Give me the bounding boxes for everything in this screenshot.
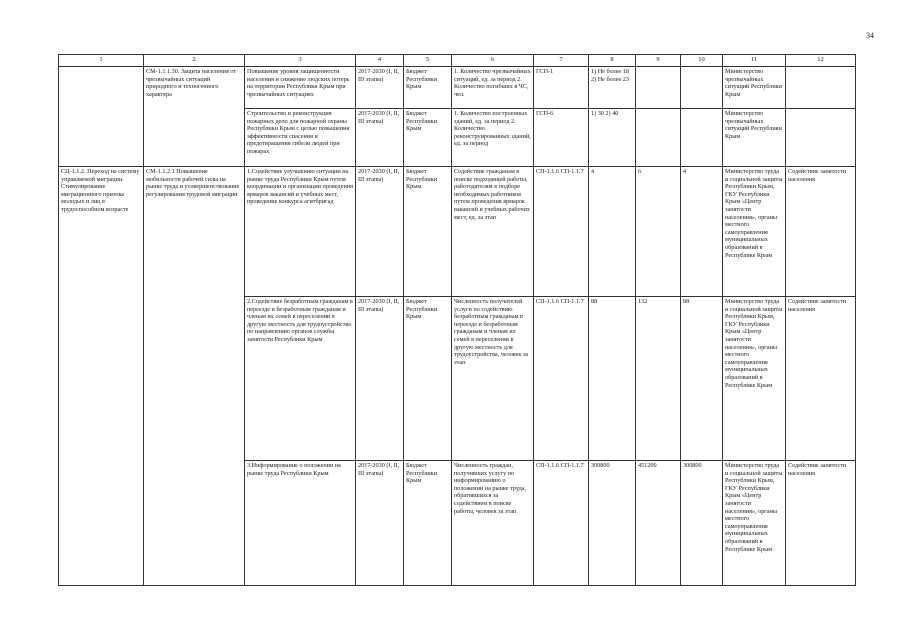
header-cell: 3 — [245, 55, 356, 67]
activity-cell: 2.Содействие безработным гражданам в переезде и безработным гражданам и членам их семей в переселении в другую местность для трудоустройства по направлению органов службы занятости Республики Крым — [245, 297, 356, 461]
note-cell: Содействие занятости населения — [786, 297, 856, 461]
measure-cell: СМ-1.1.1.30. Защита населения от чрезвычайных ситуаций природного и техногенного характера — [144, 67, 245, 167]
executor-cell: Министерство труда и социальной защиты Республики Крым, ГКУ Республики Крым «Центр занятости населения», органы местного самоуправления муниципальных образований в Республике Крым — [723, 297, 786, 461]
value-cell: 1) Не более 18 2) Не более 23 — [589, 67, 636, 109]
code-cell: ГСП-6 — [534, 109, 589, 167]
value-cell: 300800 — [589, 461, 636, 586]
header-cell: 7 — [534, 55, 589, 67]
goal-cell — [59, 67, 144, 167]
period-cell: 2017-2030 (I, II, III этапы) — [356, 67, 404, 109]
source-cell: Бюджет Республики Крым — [404, 109, 452, 167]
code-cell: ГСП-1 — [534, 67, 589, 109]
value-cell — [636, 67, 681, 109]
header-cell: 12 — [786, 55, 856, 67]
header-cell: 1 — [59, 55, 144, 67]
source-cell: Бюджет Республики Крым — [404, 297, 452, 461]
value-cell: 88 — [589, 297, 636, 461]
measure-cell: СМ-1.1.2.1 Повышение мобильности рабочей силы на рынке труда и усовершенствование регулирования трудовой миграции — [144, 167, 245, 586]
note-cell — [786, 109, 856, 167]
value-cell: 4 — [589, 167, 636, 297]
header-cell: 11 — [723, 55, 786, 67]
source-cell: Бюджет Республики Крым — [404, 67, 452, 109]
code-cell: СП-1.1.6 СП-1.1.7 — [534, 167, 589, 297]
code-cell: СП-1.1.6 СП-1.1.7 — [534, 461, 589, 586]
header-cell: 2 — [144, 55, 245, 67]
table-row — [59, 67, 856, 109]
header-cell: 10 — [681, 55, 723, 67]
note-cell — [786, 67, 856, 109]
value-cell — [636, 109, 681, 167]
value-cell: 300800 — [681, 461, 723, 586]
value-cell: 6 — [636, 167, 681, 297]
value-cell: 4 — [681, 167, 723, 297]
activity-cell: Строительство и реконструкция пожарных депо для пожарной охраны Республики Крым с целью повышения эффективности спасения и предотвращения гибели людей при пожарах — [245, 109, 356, 167]
activity-cell: 3.Информирование о положении на рынке труда Республики Крым — [245, 461, 356, 586]
executor-cell: Министерство чрезвычайных ситуаций Республики Крым — [723, 67, 786, 109]
header-row — [59, 55, 856, 67]
goal-cell: СЦ-1.1.2. Переход на систему управляемой миграции. Стимулирование миграционного притока молодых и лиц в трудоспособном возрасте — [59, 167, 144, 586]
value-cell — [681, 109, 723, 167]
table-row — [59, 167, 856, 297]
executor-cell: Министерство чрезвычайных ситуаций Республики Крым — [723, 109, 786, 167]
executor-cell: Министерство труда и социальной защиты Республики Крым, ГКУ Республики Крым «Центр занятости населения», органы местного самоуправления муниципальных образований в Республике Крым — [723, 461, 786, 586]
period-cell: 2017-2030 (I, II, III этапы) — [356, 167, 404, 297]
period-cell: 2017-2030 (I, II, III этапы) — [356, 109, 404, 167]
activity-cell: Повышение уровня защищенности населения и снижение людских потерь на территории Республики Крым при чрезвычайных ситуациях — [245, 67, 356, 109]
program-table — [58, 54, 856, 586]
value-cell: 88 — [681, 297, 723, 461]
indicator-cell: 1. Количество чрезвычайных ситуаций, ед. за период 2. Количество погибших в ЧС, чел. — [452, 67, 534, 109]
header-cell: 9 — [636, 55, 681, 67]
value-cell: 132 — [636, 297, 681, 461]
code-cell: СП-1.1.6 СП-1.1.7 — [534, 297, 589, 461]
header-cell: 6 — [452, 55, 534, 67]
indicator-cell: Численность получателей услуги по содействию безработным гражданам в переезде и безработным гражданам и членам их семей в переселении в другую местность для трудоустройства, человек за этап — [452, 297, 534, 461]
source-cell: Бюджет Республики Крым — [404, 167, 452, 297]
executor-cell: Министерство труда и социальной защиты Республики Крым, ГКУ Республики Крым «Центр занятости населения», органы местного самоуправления муниципальных образований в Республике Крым — [723, 167, 786, 297]
value-cell: 1) 30 2) 40 — [589, 109, 636, 167]
period-cell: 2017-2030 (I, II, III этапы) — [356, 297, 404, 461]
indicator-cell: Содействие гражданам в поиске подходящей работы, работодателям в подборе необходимых работников путем проведения ярмарок вакансий и учебных рабочих мест, ед. за этап — [452, 167, 534, 297]
header-cell: 4 — [356, 55, 404, 67]
page-number: 34 — [866, 31, 874, 40]
note-cell: Содействие занятости населения — [786, 461, 856, 586]
header-cell: 8 — [589, 55, 636, 67]
indicator-cell: Численность граждан, получивших услугу по информированию о положении на рынке труда, обратившихся за содействием в поиске работы, человек за этап — [452, 461, 534, 586]
source-cell: Бюджет Республики Крым — [404, 461, 452, 586]
value-cell — [681, 67, 723, 109]
value-cell: 451200 — [636, 461, 681, 586]
note-cell: Содействие занятости населения — [786, 167, 856, 297]
activity-cell: 1.Содействие улучшению ситуации на рынке труда Республики Крым путем координации и организации проведения ярмарок вакансий и учебных мест, проведение конкурса агитбригад — [245, 167, 356, 297]
indicator-cell: 1. Количество построенных зданий, ед. за период 2. Количество реконструированных зданий, ед. за период — [452, 109, 534, 167]
header-cell: 5 — [404, 55, 452, 67]
period-cell: 2017-2030 (I, II, III этапы) — [356, 461, 404, 586]
